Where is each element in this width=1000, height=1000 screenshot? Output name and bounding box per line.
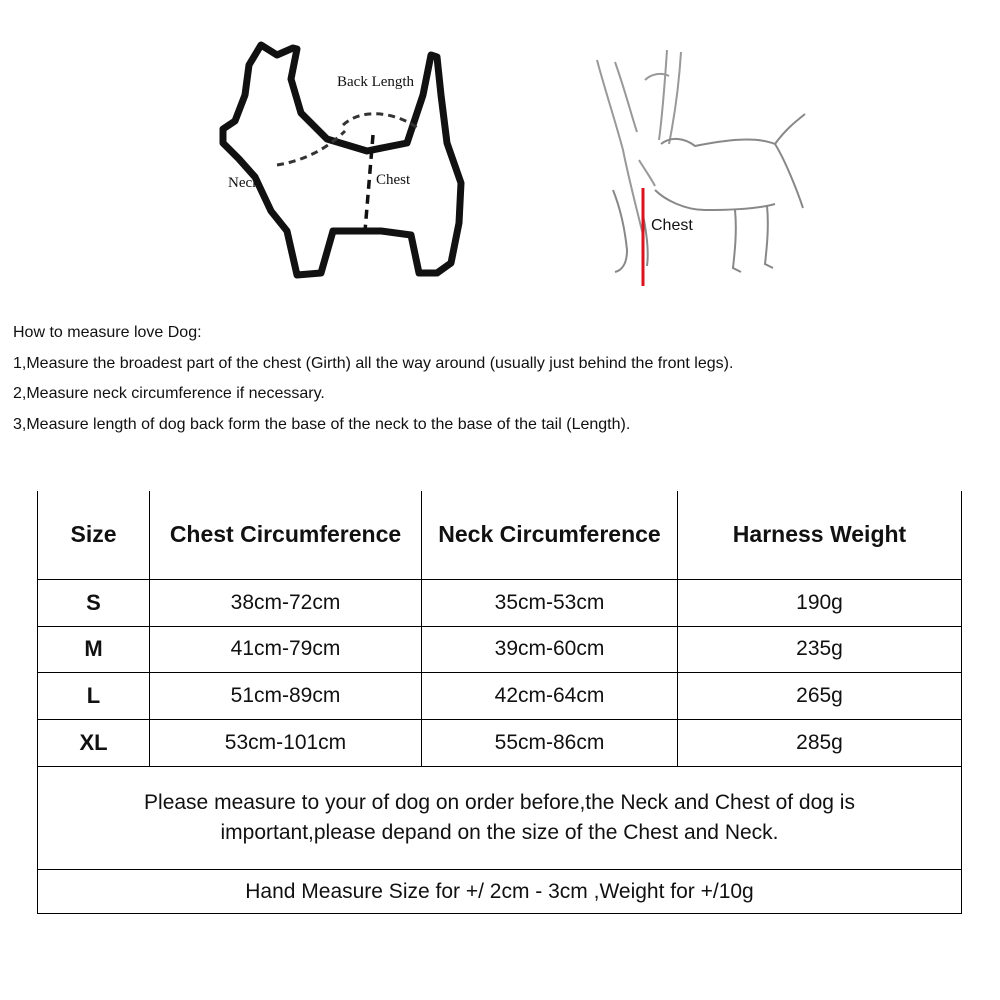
header-size: Size <box>38 491 150 579</box>
size-cell: L <box>38 673 150 720</box>
chest-label-right: Chest <box>651 217 693 234</box>
neck-cell: 35cm-53cm <box>422 579 678 626</box>
table-note-row <box>38 767 962 870</box>
table-tolerance-row <box>38 870 962 914</box>
measurement-note-line-1: Please measure to your of dog on order before,the Neck and Chest of dog is <box>144 791 855 815</box>
size-cell: XL <box>38 720 150 767</box>
tolerance-note: Hand Measure Size for +/ 2cm - 3cm ,Weight for +/10g <box>38 870 962 914</box>
size-cell: M <box>38 626 150 673</box>
size-chart-table <box>37 491 962 914</box>
table-row <box>38 626 962 673</box>
dog-outline-diagram <box>215 35 475 285</box>
header-chest-circumference: Chest Circumference <box>150 491 422 579</box>
instruction-step-3: 3,Measure length of dog back form the base of the neck to the base of the tail (Length). <box>13 415 631 433</box>
weight-cell: 285g <box>678 720 962 767</box>
back-length-label: Back Length <box>337 74 415 90</box>
table-row <box>38 579 962 626</box>
neck-cell: 55cm-86cm <box>422 720 678 767</box>
header-neck-circumference: Neck Circumference <box>422 491 678 579</box>
back-length-measure-line <box>343 114 419 129</box>
table-row <box>38 673 962 720</box>
instruction-step-1: 1,Measure the broadest part of the chest (Girth) all the way around (usually just behind the front legs). <box>13 354 734 372</box>
weight-cell: 235g <box>678 626 962 673</box>
measurement-note-line-2: important,please depand on the size of the Chest and Neck. <box>220 821 779 845</box>
chest-cell: 53cm-101cm <box>150 720 422 767</box>
chest-cell: 41cm-79cm <box>150 626 422 673</box>
size-cell: S <box>38 579 150 626</box>
neck-cell: 39cm-60cm <box>422 626 678 673</box>
instruction-step-2: 2,Measure neck circumference if necessary. <box>13 385 325 402</box>
dog-measuring-sketch <box>585 40 810 290</box>
chest-cell: 38cm-72cm <box>150 579 422 626</box>
measuring-instructions <box>13 318 973 440</box>
table-row <box>38 720 962 767</box>
measurement-note <box>38 767 962 870</box>
instructions-heading: How to measure love Dog: <box>13 324 202 341</box>
chest-cell: 51cm-89cm <box>150 673 422 720</box>
neck-cell: 42cm-64cm <box>422 673 678 720</box>
header-harness-weight: Harness Weight <box>678 491 962 579</box>
person-legs-sketch <box>597 50 681 235</box>
table-header-row <box>38 491 962 579</box>
weight-cell: 190g <box>678 579 962 626</box>
chest-label: Chest <box>376 172 411 188</box>
neck-label: Neck <box>228 175 260 191</box>
weight-cell: 265g <box>678 673 962 720</box>
